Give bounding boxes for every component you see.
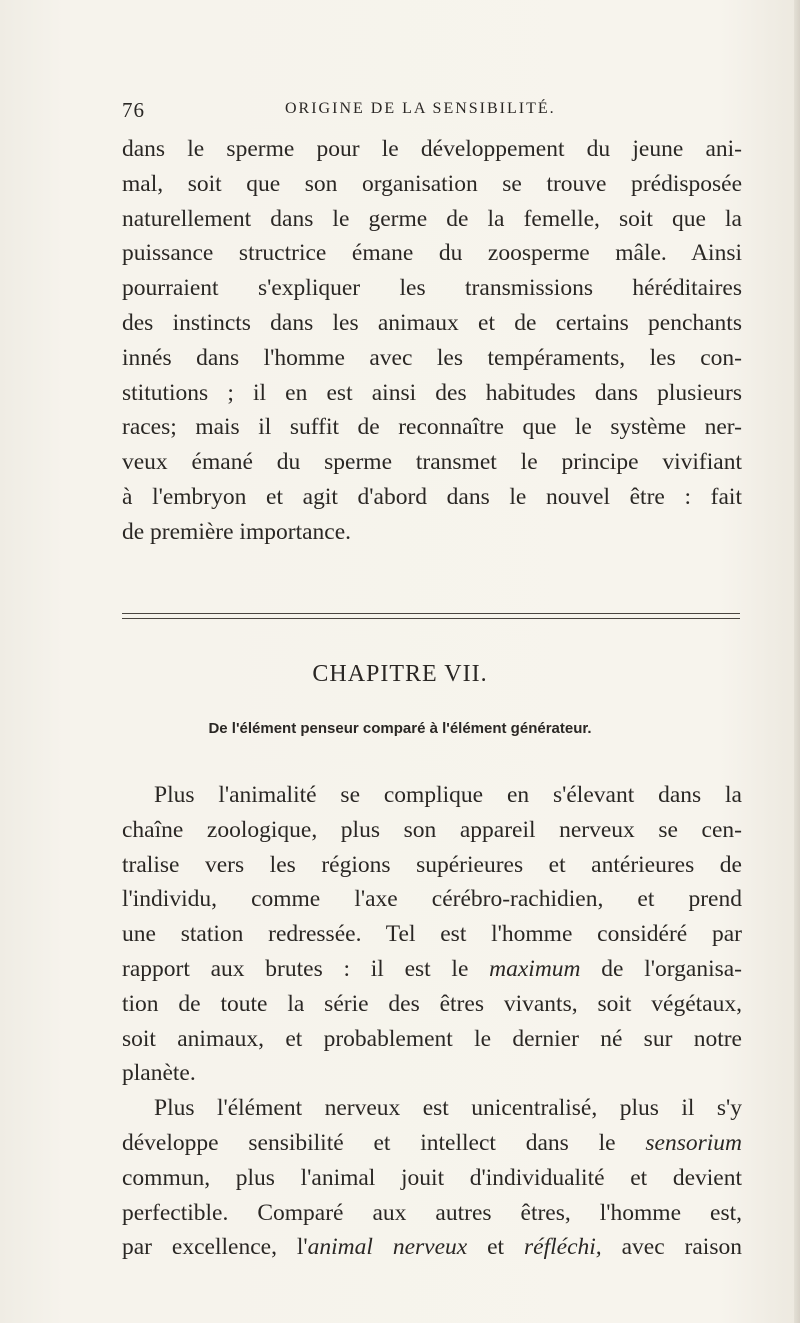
italic-term: réfléchi, (524, 1234, 602, 1261)
text-line (122, 1126, 742, 1161)
section-divider (122, 613, 740, 619)
text-fragment: développe sensibilité et intellect dans le (122, 1129, 646, 1156)
text-line: stitutions ; il en est ainsi des habitudes dans plusieurs (122, 379, 742, 406)
divider-rule (122, 618, 740, 619)
text-line: tralise vers les régions supérieures et antérieures de (122, 851, 742, 878)
text-line: veux émané du sperme transmet le principe vivifiant (122, 449, 742, 476)
text-line (122, 1230, 742, 1265)
chapter-body (122, 778, 742, 1265)
text-line: dans le sperme pour le développement du jeune ani- (122, 136, 742, 162)
divider-rule (122, 613, 740, 614)
italic-term: maximum (489, 955, 581, 982)
text-line: naturellement dans le germe de la femelle, soit que la (122, 205, 742, 232)
text-fragment: et (467, 1234, 525, 1261)
text-line: de première importance. (122, 518, 352, 545)
text-line: planète. (122, 1060, 196, 1087)
italic-term: animal nerveux (307, 1234, 468, 1261)
text-line: Plus l'élément nerveux est unicentralisé, plus il s'y (154, 1095, 742, 1122)
text-line: mal, soit que son organisation se trouve prédisposée (122, 170, 742, 197)
text-line: soit animaux, et probablement le dernier né sur notre (122, 1025, 742, 1052)
page-header (122, 98, 742, 128)
italic-term: sensorium (645, 1129, 742, 1156)
text-line: innés dans l'homme avec les tempéraments, les con- (122, 344, 742, 371)
text-fragment: par excellence, l' (122, 1234, 308, 1261)
text-line: chaîne zoologique, plus son appareil nerveux se cen- (122, 816, 742, 843)
running-title: ORIGINE DE LA SENSIBILITÉ. (285, 100, 556, 117)
chapter-subtitle: De l'élément penseur comparé à l'élément générateur. (208, 720, 592, 737)
text-line: perfectible. Comparé aux autres êtres, l'homme est, (122, 1199, 742, 1226)
text-fragment: rapport aux brutes : il est le (122, 955, 490, 982)
text-line: commun, plus l'animal jouit d'individualité et devient (122, 1164, 742, 1191)
text-line: à l'embryon et agit d'abord dans le nouvel être : fait (122, 483, 742, 510)
text-line: une station redressée. Tel est l'homme considéré par (122, 921, 742, 948)
chapter-title: CHAPITRE VII. (312, 661, 488, 687)
text-line: puissance structrice émane du zoosperme mâle. Ainsi (122, 240, 742, 267)
text-line (122, 952, 742, 987)
text-line: pourraient s'expliquer les transmissions héréditaires (122, 275, 742, 302)
text-fragment: de l'organisa- (580, 955, 742, 982)
text-line: l'individu, comme l'axe cérébro-rachidien, et prend (122, 886, 742, 913)
paragraph-continued (122, 132, 742, 550)
text-fragment: avec raison (601, 1234, 742, 1261)
text-line: races; mais il suffit de reconnaître que le système ner- (122, 414, 742, 441)
text-line: tion de toute la série des êtres vivants, soit végétaux, (122, 990, 742, 1017)
text-line: Plus l'animalité se complique en s'élevant dans la (154, 782, 742, 808)
text-line: des instincts dans les animaux et de certains penchants (122, 309, 742, 336)
page-number: 76 (122, 98, 145, 122)
